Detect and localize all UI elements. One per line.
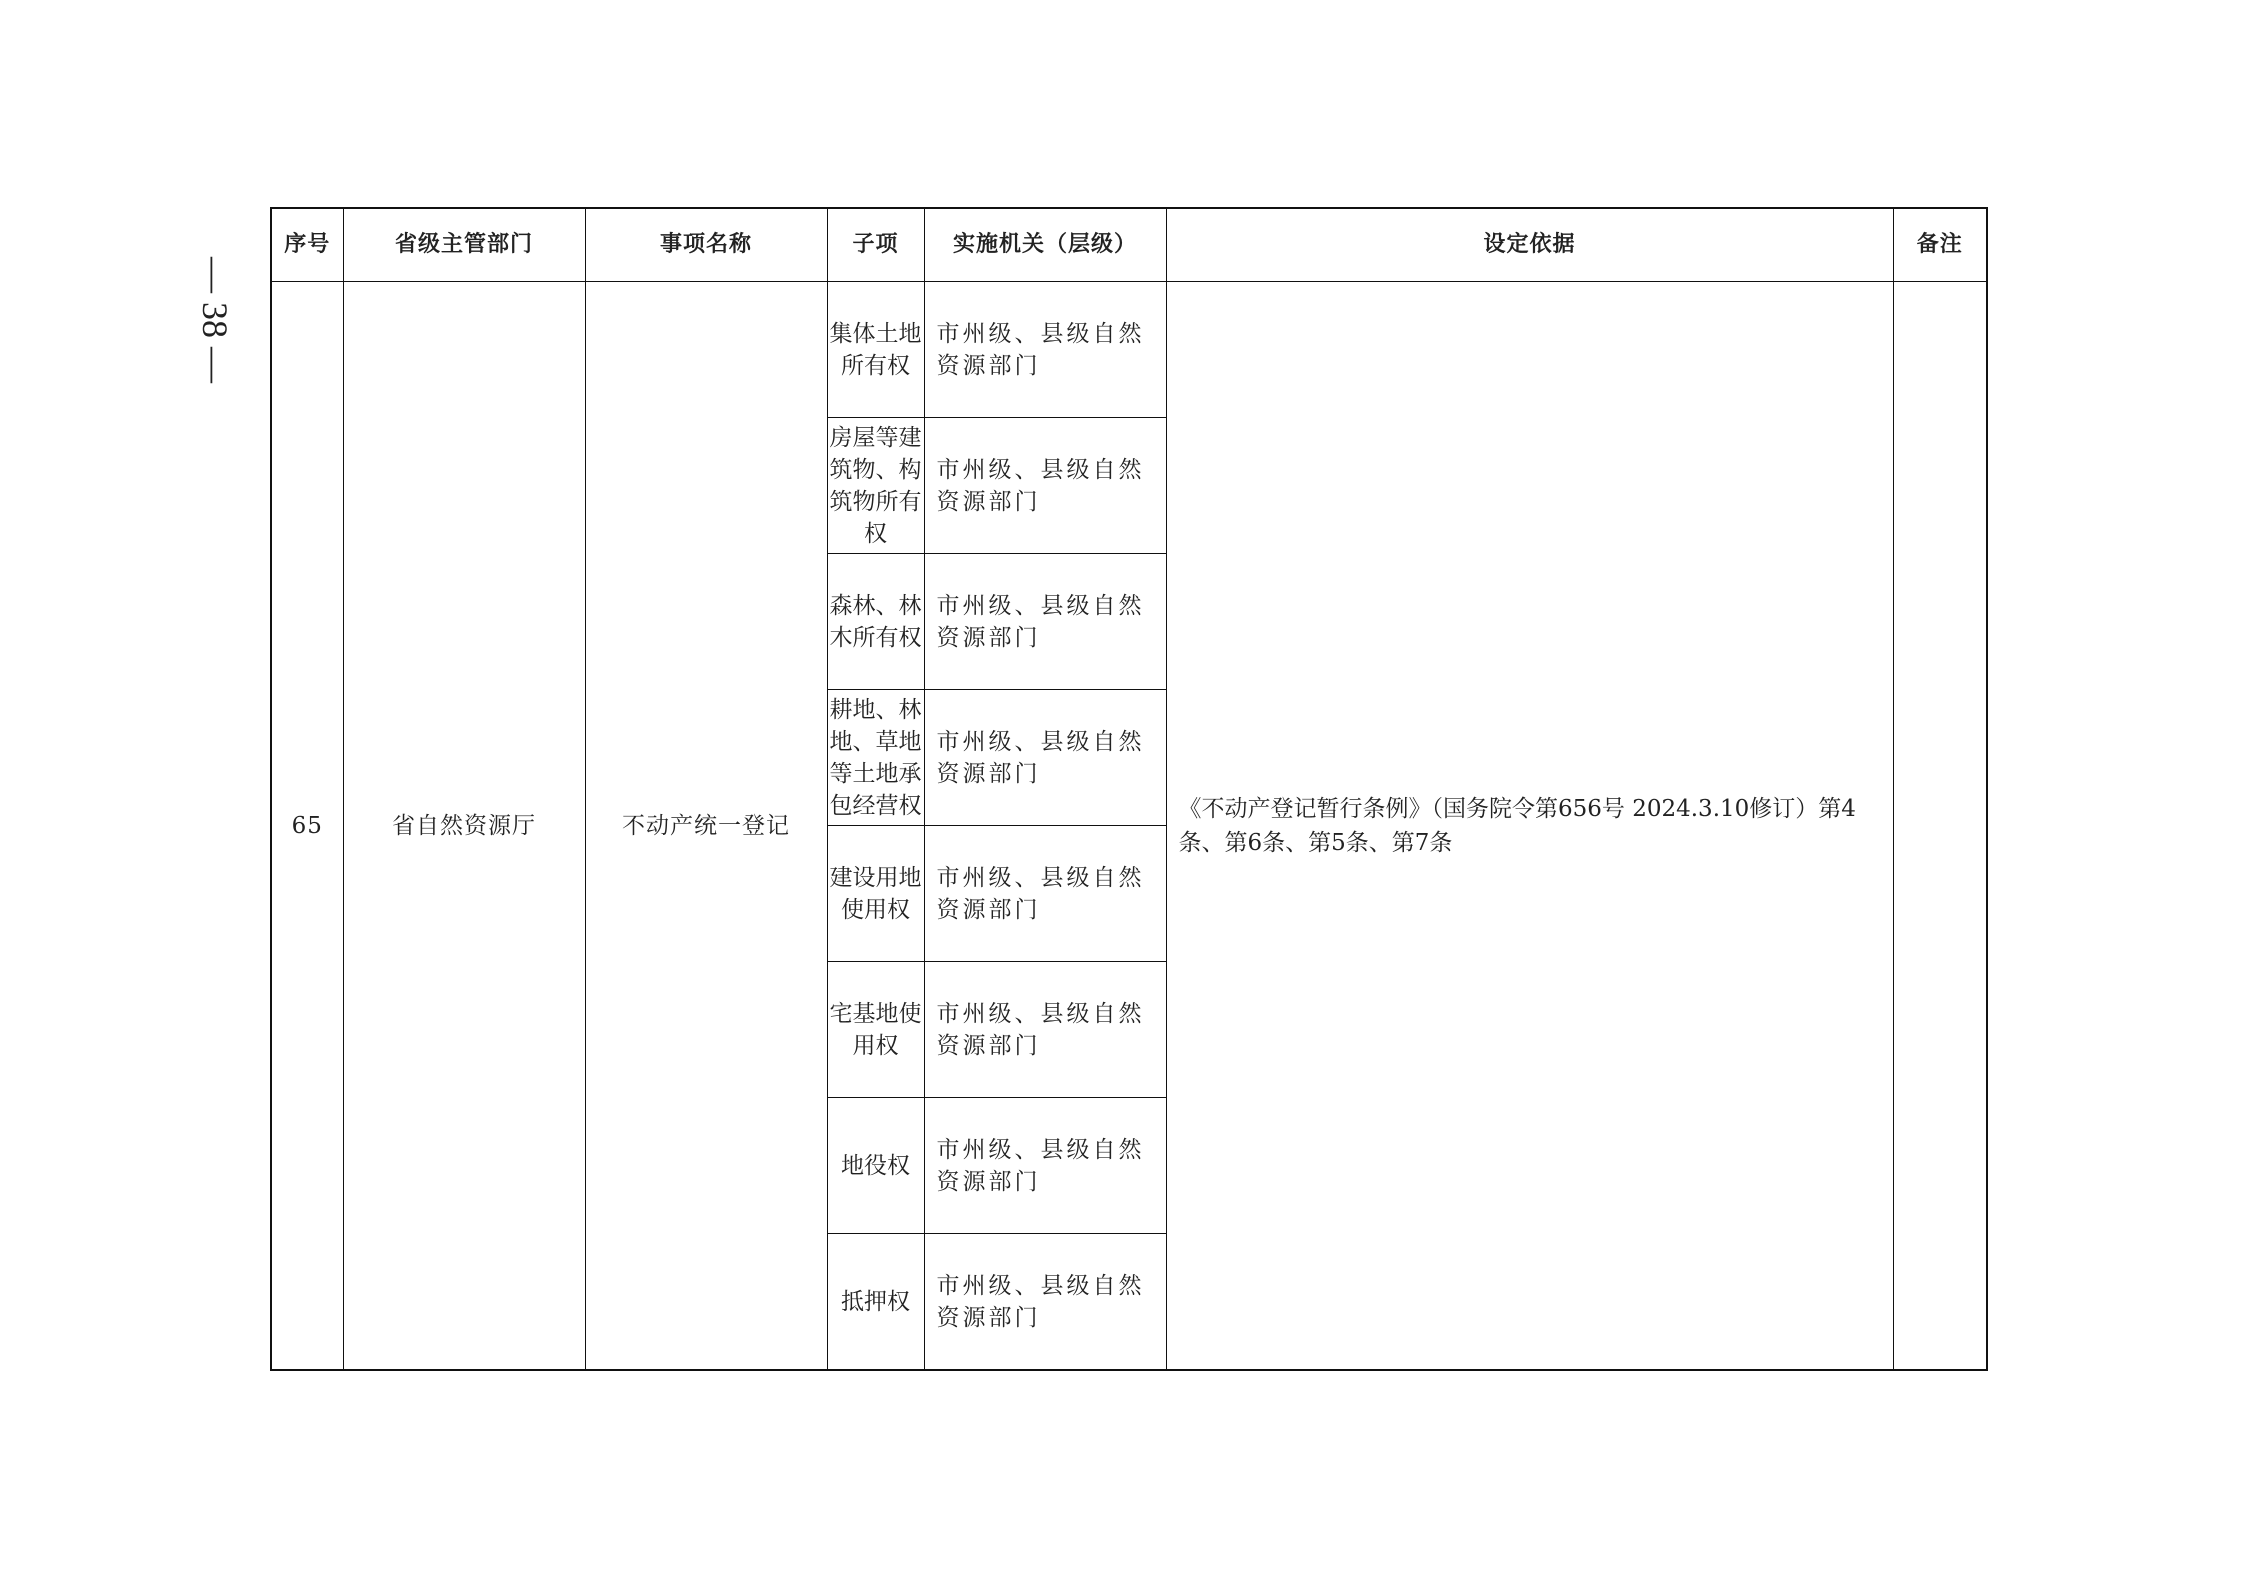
cell-agency: 市州级、县级自然资源部门: [924, 418, 1166, 554]
header-row: [271, 208, 1987, 282]
header-remark: 备注: [1893, 208, 1987, 282]
header-agency: 实施机关（层级）: [924, 208, 1166, 282]
cell-remark: [1893, 282, 1987, 1371]
table-row: [271, 282, 1987, 418]
cell-subitem: 房屋等建筑物、构筑物所有权: [827, 418, 924, 554]
header-dept: 省级主管部门: [343, 208, 585, 282]
cell-subitem: 集体土地所有权: [827, 282, 924, 418]
cell-agency: 市州级、县级自然资源部门: [924, 1234, 1166, 1371]
cell-agency: 市州级、县级自然资源部门: [924, 690, 1166, 826]
cell-agency: 市州级、县级自然资源部门: [924, 962, 1166, 1098]
cell-agency: 市州级、县级自然资源部门: [924, 282, 1166, 418]
page-number: [185, 240, 245, 400]
cell-subitem: 耕地、林地、草地等土地承包经营权: [827, 690, 924, 826]
header-seq: 序号: [271, 208, 343, 282]
cell-basis: 《不动产登记暂行条例》（国务院令第656号 2024.3.10修订）第4条、第6条、第5条、第7条: [1166, 282, 1893, 1371]
cell-item-name: 不动产统一登记: [585, 282, 827, 1371]
cell-agency: 市州级、县级自然资源部门: [924, 554, 1166, 690]
cell-seq: 65: [271, 282, 343, 1371]
header-basis: 设定依据: [1166, 208, 1893, 282]
page-number-text: — 38 —: [195, 257, 235, 383]
cell-subitem: 森林、林木所有权: [827, 554, 924, 690]
header-item-name: 事项名称: [585, 208, 827, 282]
cell-subitem: 地役权: [827, 1098, 924, 1234]
cell-subitem: 抵押权: [827, 1234, 924, 1371]
header-subitem: 子项: [827, 208, 924, 282]
cell-dept: 省自然资源厅: [343, 282, 585, 1371]
cell-subitem: 建设用地使用权: [827, 826, 924, 962]
matters-table: [270, 207, 1988, 1371]
cell-subitem: 宅基地使用权: [827, 962, 924, 1098]
cell-agency: 市州级、县级自然资源部门: [924, 826, 1166, 962]
cell-agency: 市州级、县级自然资源部门: [924, 1098, 1166, 1234]
